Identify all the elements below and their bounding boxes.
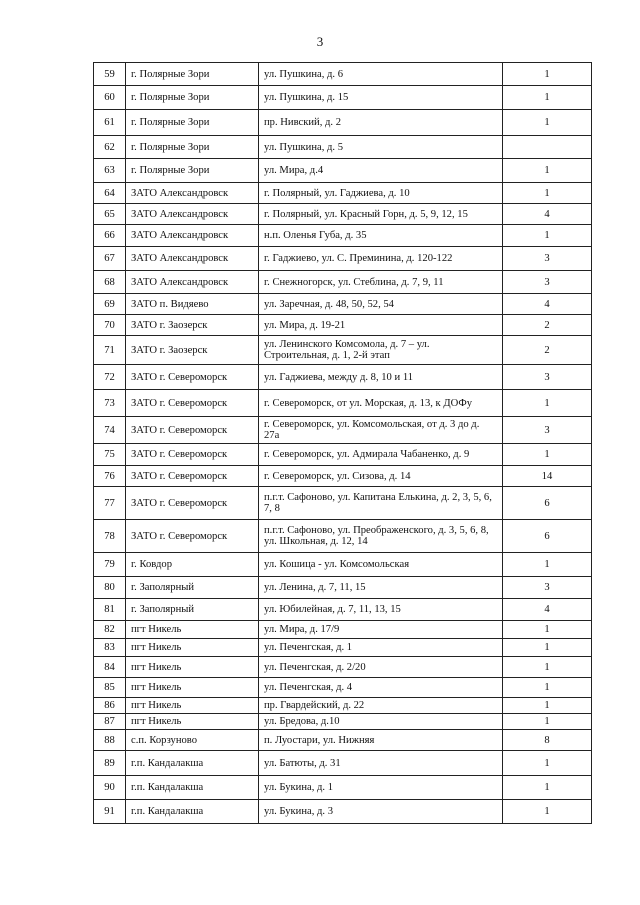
row-locality: ЗАТО г. Североморск <box>126 417 259 444</box>
row-number: 63 <box>94 159 126 183</box>
row-address: ул. Заречная, д. 48, 50, 52, 54 <box>259 294 503 315</box>
row-address: г. Североморск, ул. Комсомольская, от д. 3 до д. 27а <box>259 417 503 444</box>
address-table <box>93 62 592 824</box>
table-row <box>94 698 592 714</box>
table-row <box>94 294 592 315</box>
row-number: 70 <box>94 315 126 336</box>
table-row <box>94 271 592 294</box>
row-locality: ЗАТО Александровск <box>126 225 259 247</box>
row-address: ул. Пушкина, д. 6 <box>259 63 503 86</box>
row-number: 72 <box>94 365 126 390</box>
table-row <box>94 657 592 678</box>
table-row <box>94 621 592 639</box>
row-locality: г.п. Кандалакша <box>126 751 259 776</box>
row-locality: ЗАТО г. Североморск <box>126 520 259 553</box>
row-number: 71 <box>94 336 126 365</box>
row-number: 69 <box>94 294 126 315</box>
row-address: ул. Мира, д.4 <box>259 159 503 183</box>
table-row <box>94 639 592 657</box>
row-count: 1 <box>503 63 592 86</box>
row-number: 73 <box>94 390 126 417</box>
row-locality: г. Полярные Зори <box>126 159 259 183</box>
row-number: 62 <box>94 136 126 159</box>
row-number: 61 <box>94 110 126 136</box>
row-address: ул. Печенгская, д. 1 <box>259 639 503 657</box>
row-number: 85 <box>94 678 126 698</box>
row-count: 2 <box>503 315 592 336</box>
table-row <box>94 487 592 520</box>
row-address: ул. Букина, д. 3 <box>259 800 503 824</box>
row-number: 65 <box>94 204 126 225</box>
row-locality: г. Полярные Зори <box>126 63 259 86</box>
table-row <box>94 751 592 776</box>
row-count: 3 <box>503 577 592 599</box>
table-row <box>94 110 592 136</box>
row-address: пр. Нивский, д. 2 <box>259 110 503 136</box>
row-locality: г. Полярные Зори <box>126 136 259 159</box>
row-count: 3 <box>503 271 592 294</box>
row-address: г. Снежногорск, ул. Стеблина, д. 7, 9, 11 <box>259 271 503 294</box>
table-row <box>94 365 592 390</box>
row-number: 67 <box>94 247 126 271</box>
row-number: 91 <box>94 800 126 824</box>
row-count: 8 <box>503 730 592 751</box>
row-count: 3 <box>503 365 592 390</box>
table-row <box>94 520 592 553</box>
table-row <box>94 553 592 577</box>
row-number: 80 <box>94 577 126 599</box>
row-number: 68 <box>94 271 126 294</box>
table-row <box>94 315 592 336</box>
table-body <box>94 63 592 824</box>
row-locality: пгт Никель <box>126 698 259 714</box>
table-row <box>94 466 592 487</box>
row-locality: ЗАТО Александровск <box>126 183 259 204</box>
row-address: г. Североморск, ул. Сизова, д. 14 <box>259 466 503 487</box>
row-address: г. Североморск, ул. Адмирала Чабаненко, д. 9 <box>259 444 503 466</box>
row-locality: ЗАТО г. Североморск <box>126 487 259 520</box>
row-locality: г.п. Кандалакша <box>126 776 259 800</box>
row-locality: г. Заполярный <box>126 599 259 621</box>
row-address: г. Североморск, от ул. Морская, д. 13, к ДОФу <box>259 390 503 417</box>
row-locality: пгт Никель <box>126 657 259 678</box>
row-locality: ЗАТО г. Североморск <box>126 390 259 417</box>
row-number: 82 <box>94 621 126 639</box>
row-count <box>503 136 592 159</box>
row-count: 1 <box>503 553 592 577</box>
row-address: ул. Юбилейная, д. 7, 11, 13, 15 <box>259 599 503 621</box>
table-row <box>94 86 592 110</box>
row-locality: г. Полярные Зори <box>126 86 259 110</box>
row-count: 2 <box>503 336 592 365</box>
row-address: ул. Ленина, д. 7, 11, 15 <box>259 577 503 599</box>
row-address: ул. Печенгская, д. 4 <box>259 678 503 698</box>
row-number: 81 <box>94 599 126 621</box>
row-number: 87 <box>94 714 126 730</box>
row-count: 1 <box>503 800 592 824</box>
row-locality: г. Заполярный <box>126 577 259 599</box>
row-locality: с.п. Корзуново <box>126 730 259 751</box>
row-count: 1 <box>503 225 592 247</box>
row-number: 88 <box>94 730 126 751</box>
row-number: 75 <box>94 444 126 466</box>
row-count: 1 <box>503 621 592 639</box>
row-locality: пгт Никель <box>126 639 259 657</box>
row-count: 3 <box>503 417 592 444</box>
row-address: п.г.т. Сафоново, ул. Капитана Елькина, д. 2, 3, 5, 6, 7, 8 <box>259 487 503 520</box>
table-row <box>94 225 592 247</box>
row-address: н.п. Оленья Губа, д. 35 <box>259 225 503 247</box>
row-count: 6 <box>503 487 592 520</box>
row-count: 1 <box>503 639 592 657</box>
row-count: 1 <box>503 159 592 183</box>
row-number: 64 <box>94 183 126 204</box>
row-address: г. Гаджиево, ул. С. Преминина, д. 120-122 <box>259 247 503 271</box>
row-address: ул. Батюты, д. 31 <box>259 751 503 776</box>
row-locality: пгт Никель <box>126 714 259 730</box>
row-locality: ЗАТО г. Североморск <box>126 444 259 466</box>
row-number: 89 <box>94 751 126 776</box>
row-count: 4 <box>503 599 592 621</box>
row-number: 59 <box>94 63 126 86</box>
row-address: ул. Кошица - ул. Комсомольская <box>259 553 503 577</box>
table-row <box>94 159 592 183</box>
table-row <box>94 714 592 730</box>
row-locality: пгт Никель <box>126 678 259 698</box>
row-count: 1 <box>503 657 592 678</box>
row-locality: ЗАТО г. Заозерск <box>126 336 259 365</box>
row-count: 1 <box>503 86 592 110</box>
table-row <box>94 204 592 225</box>
row-count: 4 <box>503 294 592 315</box>
row-number: 60 <box>94 86 126 110</box>
row-count: 1 <box>503 776 592 800</box>
row-count: 6 <box>503 520 592 553</box>
table-row <box>94 444 592 466</box>
table-row <box>94 730 592 751</box>
row-address: г. Полярный, ул. Красный Горн, д. 5, 9, 12, 15 <box>259 204 503 225</box>
row-count: 1 <box>503 751 592 776</box>
row-number: 79 <box>94 553 126 577</box>
table-row <box>94 800 592 824</box>
row-count: 1 <box>503 698 592 714</box>
row-count: 1 <box>503 183 592 204</box>
row-locality: ЗАТО г. Заозерск <box>126 315 259 336</box>
row-count: 1 <box>503 444 592 466</box>
row-address: п.г.т. Сафоново, ул. Преображенского, д. 3, 5, 6, 8, ул. Школьная, д. 12, 14 <box>259 520 503 553</box>
row-number: 77 <box>94 487 126 520</box>
row-address: г. Полярный, ул. Гаджиева, д. 10 <box>259 183 503 204</box>
table-row <box>94 678 592 698</box>
row-address: пр. Гвардейский, д. 22 <box>259 698 503 714</box>
row-number: 90 <box>94 776 126 800</box>
row-address: ул. Гаджиева, между д. 8, 10 и 11 <box>259 365 503 390</box>
row-locality: пгт Никель <box>126 621 259 639</box>
row-count: 1 <box>503 678 592 698</box>
row-number: 83 <box>94 639 126 657</box>
table-row <box>94 63 592 86</box>
row-number: 78 <box>94 520 126 553</box>
row-count: 14 <box>503 466 592 487</box>
row-number: 84 <box>94 657 126 678</box>
row-count: 1 <box>503 390 592 417</box>
row-locality: ЗАТО Александровск <box>126 247 259 271</box>
row-address: ул. Мира, д. 17/9 <box>259 621 503 639</box>
table-row <box>94 136 592 159</box>
row-address: ул. Печенгская, д. 2/20 <box>259 657 503 678</box>
row-number: 86 <box>94 698 126 714</box>
row-locality: ЗАТО Александровск <box>126 204 259 225</box>
row-locality: ЗАТО г. Североморск <box>126 365 259 390</box>
row-address: ул. Ленинского Комсомола, д. 7 – ул. Строительная, д. 1, 2-й этап <box>259 336 503 365</box>
page-number: 3 <box>316 34 324 49</box>
row-address: ул. Букина, д. 1 <box>259 776 503 800</box>
row-count: 4 <box>503 204 592 225</box>
row-count: 3 <box>503 247 592 271</box>
row-address: ул. Пушкина, д. 5 <box>259 136 503 159</box>
table-row <box>94 183 592 204</box>
table-row <box>94 417 592 444</box>
row-number: 76 <box>94 466 126 487</box>
row-address: ул. Пушкина, д. 15 <box>259 86 503 110</box>
table-row <box>94 776 592 800</box>
row-locality: г.п. Кандалакша <box>126 800 259 824</box>
row-number: 74 <box>94 417 126 444</box>
row-address: п. Луостари, ул. Нижняя <box>259 730 503 751</box>
row-locality: г. Полярные Зори <box>126 110 259 136</box>
table-row <box>94 599 592 621</box>
row-number: 66 <box>94 225 126 247</box>
row-count: 1 <box>503 110 592 136</box>
row-locality: ЗАТО п. Видяево <box>126 294 259 315</box>
row-address: ул. Мира, д. 19-21 <box>259 315 503 336</box>
row-address: ул. Бредова, д.10 <box>259 714 503 730</box>
table-row <box>94 577 592 599</box>
row-locality: ЗАТО г. Североморск <box>126 466 259 487</box>
row-count: 1 <box>503 714 592 730</box>
row-locality: ЗАТО Александровск <box>126 271 259 294</box>
table-row <box>94 247 592 271</box>
table-row <box>94 390 592 417</box>
table-row <box>94 336 592 365</box>
row-locality: г. Ковдор <box>126 553 259 577</box>
